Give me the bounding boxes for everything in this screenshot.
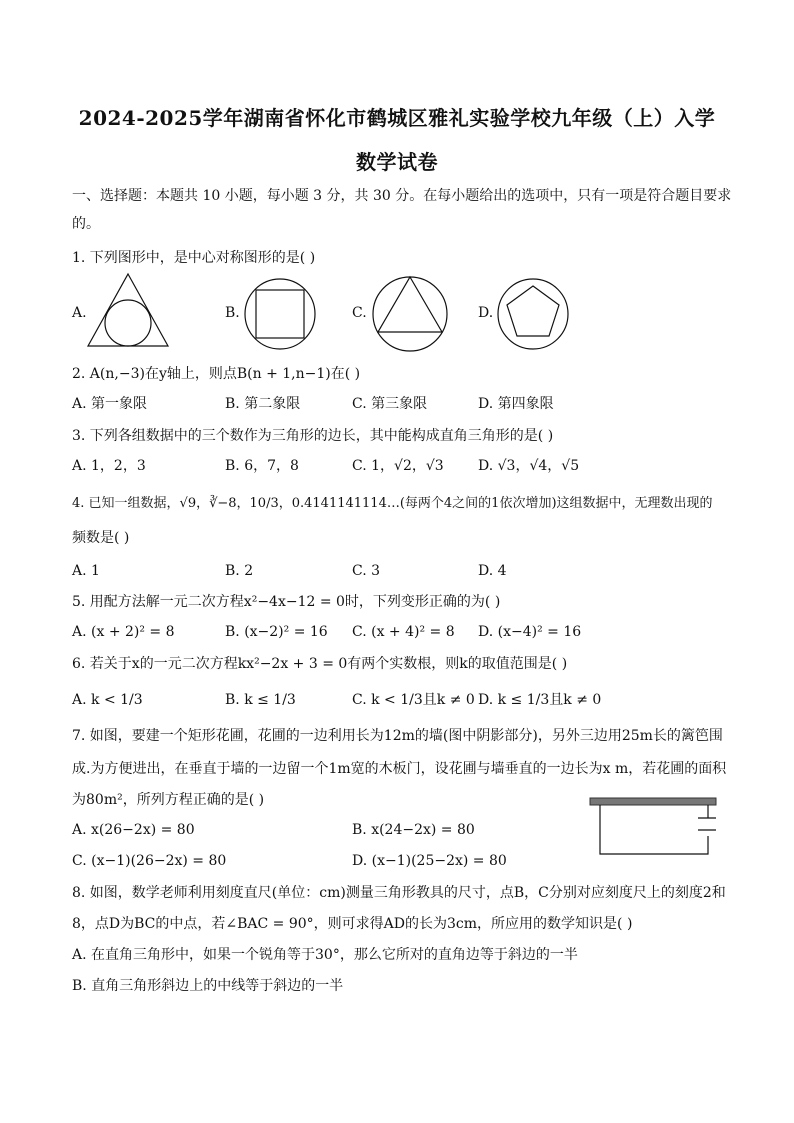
q4-option-c: C. 3: [352, 563, 381, 579]
section-heading: 一、选择题：本题共 10 小题，每小题 3 分，共 30 分。在每小题给出的选项中，只有一项是符合题目要求: [72, 188, 732, 204]
q3-option-a: A. 1，2，3: [72, 458, 146, 474]
q2-option-c: C. 第三象限: [352, 396, 428, 412]
q1-stem: 1. 下列图形中，是中心对称图形的是( ): [72, 250, 316, 266]
q5-option-d: D. (x−4)² = 16: [478, 624, 582, 640]
q6-option-b: B. k ≤ 1/3: [225, 692, 296, 708]
q4-option-a: A. 1: [72, 563, 100, 579]
q2-option-b: B. 第二象限: [225, 396, 301, 412]
q8-option-b: B. 直角三角形斜边上的中线等于斜边的一半: [72, 978, 344, 994]
q8-stem-cont: 8，点D为BC的中点，若∠BAC = 90°，则可求得AD的长为3cm，所应用的数学知识是( ): [72, 916, 633, 932]
q1-option-c-label: C.: [352, 305, 367, 321]
q7-option-d: D. (x−1)(25−2x) = 80: [352, 853, 507, 869]
q1-option-a-label: A.: [72, 305, 87, 321]
q5-stem: 5. 用配方法解一元二次方程x²−4x−12 = 0时，下列变形正确的为( ): [72, 594, 501, 610]
q1-figure-circle-triangle: [372, 276, 448, 352]
q7-figure-garden: [590, 796, 718, 858]
q7-option-a: A. x(26−2x) = 80: [72, 822, 195, 838]
exam-title-line1: 2024-2025学年湖南省怀化市鹤城区雅礼实验学校九年级（上）入学: [78, 106, 716, 130]
q6-option-a: A. k < 1/3: [72, 692, 143, 708]
q1-option-d-label: D.: [478, 305, 494, 321]
q8-option-a: A. 在直角三角形中，如果一个锐角等于30°，那么它所对的直角边等于斜边的一半: [72, 947, 578, 963]
q3-stem: 3. 下列各组数据中的三个数作为三角形的边长，其中能构成直角三角形的是( ): [72, 428, 554, 444]
q6-option-d: D. k ≤ 1/3且k ≠ 0: [478, 692, 602, 708]
q7-option-c: C. (x−1)(26−2x) = 80: [72, 853, 227, 869]
q4-option-b: B. 2: [225, 563, 254, 579]
exam-title-line2: 数学试卷: [356, 150, 438, 174]
q1-figure-circle-pentagon: [497, 278, 569, 350]
q2-stem: 2. A(n,−3)在y轴上，则点B(n + 1,n−1)在( ): [72, 366, 361, 382]
section-heading-cont: 的。: [72, 216, 100, 232]
q4-stem-cont: 频数是( ): [72, 530, 130, 546]
q3-option-c: C. 1，√2，√3: [352, 458, 444, 474]
q6-option-c: C. k < 1/3且k ≠ 0: [352, 692, 475, 708]
q6-stem: 6. 若关于x的一元二次方程kx²−2x + 3 = 0有两个实数根，则k的取值范围是( ): [72, 656, 568, 672]
q8-stem: 8. 如图，数学老师利用刻度直尺(单位：cm)测量三角形教具的尺寸，点B，C分别对应刻度尺上的刻度2和: [72, 885, 726, 901]
q4-stem: 4. 已知一组数据，√9，∛−8，10/3，0.4141141114…(每两个4之间的1依次增加)这组数据中，无理数出现的: [72, 496, 713, 511]
q7-option-b: B. x(24−2x) = 80: [352, 822, 475, 838]
q5-option-b: B. (x−2)² = 16: [225, 624, 328, 640]
q4-option-d: D. 4: [478, 563, 507, 579]
q1-figure-circle-square: [244, 278, 316, 350]
q3-option-b: B. 6，7，8: [225, 458, 299, 474]
q7-stem: 7. 如图，要建一个矩形花圃，花圃的一边利用长为12m的墙(图中阴影部分)，另外三边用25m长的篱笆围: [72, 728, 723, 744]
q7-stem-cont1: 成.为方便进出，在垂直于墙的一边留一个1m宽的木板门，设花圃与墙垂直的一边长为x m，若花圃的面积: [72, 761, 727, 777]
q5-option-a: A. (x + 2)² = 8: [72, 624, 175, 640]
q5-option-c: C. (x + 4)² = 8: [352, 624, 455, 640]
q2-option-a: A. 第一象限: [72, 396, 148, 412]
q7-stem-cont2: 为80m²，所列方程正确的是( ): [72, 792, 265, 808]
q2-option-d: D. 第四象限: [478, 396, 554, 412]
q3-option-d: D. √3，√4，√5: [478, 458, 580, 474]
q1-option-b-label: B.: [225, 305, 240, 321]
q1-figure-triangle-incircle: [86, 272, 170, 348]
